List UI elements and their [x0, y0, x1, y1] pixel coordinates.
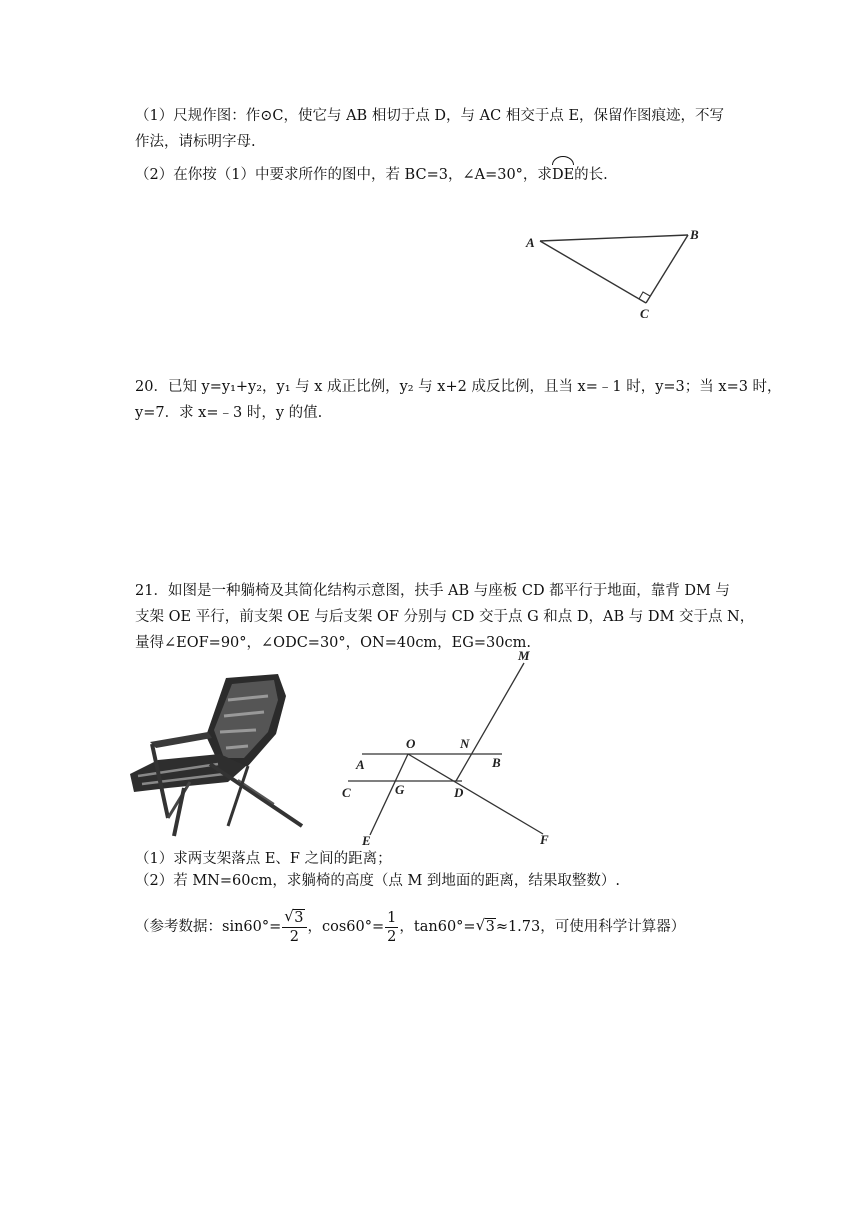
q19-part1-line2: 作法，请标明字母. [135, 134, 256, 150]
q19-part2-text: （2）在你按（1）中要求所作的图中，若 BC=3，∠A=30°，求 [135, 167, 552, 183]
label-e: E [362, 833, 371, 848]
arc-de [552, 165, 574, 185]
label-n: N [460, 736, 470, 751]
label-c: C [640, 306, 649, 321]
q21-line1: 21．如图是一种躺椅及其简化结构示意图，扶手 AB 与座板 CD 都平行于地面，靠背 DM 与 [135, 583, 730, 599]
q21-line3: 量得∠EOF=90°，∠ODC=30°，ON=40cm，EG=30cm. [135, 635, 531, 651]
recliner-photo [128, 670, 308, 838]
label-m: M [518, 648, 530, 663]
label-f: F [540, 832, 549, 847]
q19-part1-line1: （1）尺规作图：作⊙C，使它与 AB 相切于点 D，与 AC 相交于点 E，保留作图痕迹，不写 [135, 108, 725, 124]
q19-part2-tail: 的长. [574, 167, 608, 183]
tan60-sqrt: √ 3 [475, 916, 495, 935]
ref-tan: ，tan60°= [399, 919, 476, 935]
label-a2: A [356, 757, 365, 772]
sin60-sqrt-value: 3 [294, 909, 304, 926]
ref-cos: ，cos60°= [307, 919, 385, 935]
structure-diagram [338, 645, 568, 850]
label-b: B [690, 227, 699, 242]
label-o: O [406, 736, 416, 751]
ref-tail: ≈1.73，可使用科学计算器） [495, 919, 686, 935]
arc-de-label: DE [551, 167, 575, 183]
cos60-fraction [385, 909, 398, 946]
cos60-denominator: 2 [387, 928, 397, 945]
q21-part1: （1）求两支架落点 E、F 之间的距离； [135, 851, 392, 867]
triangle-figure [520, 225, 710, 325]
q19-part2 [135, 165, 608, 185]
label-b2: B [492, 755, 501, 770]
q21-reference-data [135, 906, 685, 948]
sin60-fraction: √ 3 2 [282, 909, 306, 946]
q20-line1: 20．已知 y=y₁+y₂，y₁ 与 x 成正比例，y₂ 与 x+2 成反比例，且当 x=﹣1 时，y=3；当 x=3 时， [135, 379, 782, 395]
label-c2: C [342, 785, 351, 800]
sin60-denominator: 2 [289, 928, 300, 945]
q21-line2: 支架 OE 平行，前支架 OE 与后支架 OF 分别与 CD 交于点 G 和点 D，AB 与 DM 交于点 N， [135, 609, 755, 625]
q20-line2: y=7．求 x=﹣3 时，y 的值. [135, 405, 323, 421]
label-a: A [526, 235, 535, 250]
ref-prefix: （参考数据：sin60°= [135, 919, 282, 935]
label-g: G [395, 782, 405, 797]
label-d: D [454, 785, 464, 800]
q21-part2: （2）若 MN=60cm，求躺椅的高度（点 M 到地面的距离，结果取整数）. [135, 873, 621, 889]
cos60-numerator: 1 [387, 909, 397, 926]
